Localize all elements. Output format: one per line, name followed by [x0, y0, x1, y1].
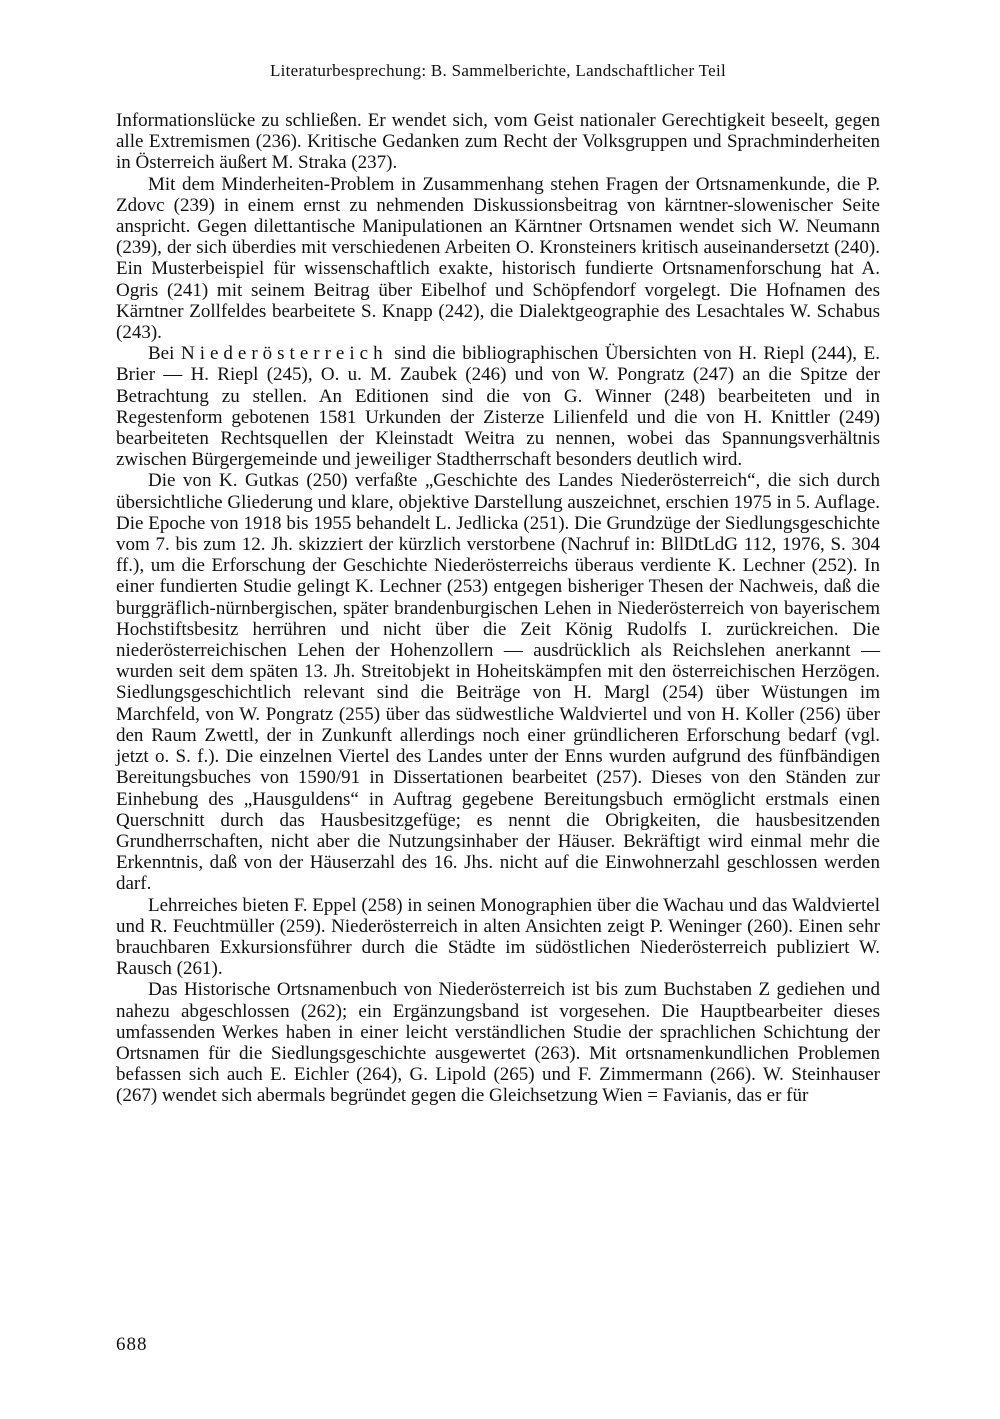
page-number: 688	[116, 1334, 148, 1355]
paragraph-5: Lehrreiches bieten F. Eppel (258) in seinen Monographien über die Wachau und das Waldviertel und R. Feuchtmüller (259). Niederösterreich in alten Ansichten zeigt P. Weninger (260). Einen sehr brauchbaren Exkursionsführer durch die Städte im südöstlichen Niederösterreich publiziert W. Rausch (261).	[116, 894, 880, 980]
paragraph-3	[116, 343, 880, 470]
running-head: Literaturbesprechung: B. Sammelberichte, Landschaftlicher Teil	[269, 61, 727, 80]
paragraph-6: Das Historische Ortsnamenbuch von Niederösterreich ist bis zum Buchstaben Z gediehen und nahezu abgeschlossen (262); ein Ergänzungsband ist vorgesehen. Die Hauptbearbeiter dieses umfassenden Werkes haben in einer leicht verständlichen Studie der sprachlichen Schichtung der Ortsnamen für die Siedlungsgeschichte ausgewertet (263). Mit ortsnamenkundlichen Problemen befassen sich auch E. Eichler (264), G. Lipold (265) und F. Zimmermann (266). W. Steinhauser (267) wendet sich abermals begründet gegen die Gleichsetzung Wien = Favianis, das er für	[116, 979, 880, 1107]
paragraph-3-text: sind die bibliographischen Übersichten von H. Riepl (244), E. Brier — H. Riepl (245), O. u. M. Zaubek (246) und von W. Pongratz (247) an die Spitze der Betrachtung zu stellen. An Editionen sind die von G. Winner (248) bearbeiteten und in Regestenform gebotenen 1581 Urkunden der Zisterze Lilienfeld und die von H. Knittler (249) bearbeiteten Rechtsquellen der Kleinstadt Weitra zu nennen, wobei das Spannungsverhältnis zwischen Bürgergemeinde und jeweiliger Stadtherrschaft besonders deutlich wird.	[116, 343, 880, 471]
paragraph-2: Mit dem Minderheiten-Problem in Zusammenhang stehen Fragen der Ortsnamenkunde, die P. Zdovc (239) in einem ernst zu nehmenden Diskussionsbeitrag von kärntner-slowenischer Seite anspricht. Gegen dilettantische Manipulationen an Kärntner Ortsnamen wendet sich W. Neumann (239), der sich überdies mit verschiedenen Arbeiten O. Kronsteiners kritisch auseinandersetzt (240). Ein Musterbeispiel für wissenschaftlich exakte, historisch fundierte Ortsnamenforschung hat A. Ogris (241) mit seinem Beitrag über Eibelhof und Schöpfendorf vorgelegt. Die Hofnamen des Kärntner Zollfeldes bearbeitete S. Knapp (242), die Dialektgeographie des Lesachtales W. Schabus (243).	[116, 173, 880, 344]
main-text	[116, 110, 880, 1107]
paragraph-4: Die von K. Gutkas (250) verfaßte „Geschichte des Landes Niederösterreich“, die sich durch übersichtliche Gliederung und klare, objektive Darstellung auszeichnet, erschien 1975 in 5. Auflage. Die Epoche von 1918 bis 1955 behandelt L. Jedlicka (251). Die Grundzüge der Siedlungsgeschichte vom 7. bis zum 12. Jh. skizziert der kürzlich verstorbene (Nachruf in: BllDtLdG 112, 1976, S. 304 ff.), um die Erforschung der Geschichte Niederösterreichs überaus verdiente K. Lechner (252). In einer fundierten Studie gelingt K. Lechner (253) entgegen bisheriger Thesen der Nachweis, daß die burggräflich-nürnbergischen, später brandenburgischen Lehen in Niederösterreich von bayerischem Hochstiftsbesitz herrühren und nicht über die Zeit König Rudolfs I. zurückreichen. Die niederösterreichischen Lehen der Hohenzollern — ausdrücklich als Reichslehen anerkannt — wurden seit dem späten 13. Jh. Streitobjekt in Hoheitskämpfen mit den österreichischen Herzögen. Siedlungsgeschichtlich relevant sind die Beiträge von H. Margl (254) über Wüstungen im Marchfeld, von W. Pongratz (255) über das südwestliche Waldviertel und von H. Koller (256) über den Raum Zwettl, der in Zunkunft allerdings noch einer gründlicheren Erforschung bedarf (vgl. jetzt o. S. f.). Die einzelnen Viertel des Landes unter der Enns wurden aufgrund des fünfbändigen Bereitungsbuches von 1590/91 in Dissertationen bearbeitet (257). Dieses von den Ständen zur Einhebung des „Hausguldens“ in Auftrag gegebene Bereitungsbuch ermöglicht erstmals einen Querschnitt durch das Hausbesitzgefüge; es nennt die Obrigkeiten, die hausbesitzenden Grundherrschaften, nicht aber die Nutzungsinhaber der Häuser. Bekräftigt wird einmal mehr die Erkenntnis, daß von der Häuserzahl des 16. Jhs. nicht auf die Einwohnerzahl geschlossen werden darf.	[116, 470, 880, 895]
page-body	[116, 58, 880, 1107]
spaced-term-niederoesterreich: Niederösterreich	[180, 343, 388, 365]
paragraph-1: Informationslücke zu schließen. Er wendet sich, vom Geist nationaler Gerechtigkeit beseelt, gegen alle Extremismen (236). Kritische Gedanken zum Recht der Volksgruppen und Sprachminderheiten in Österreich äußert M. Straka (237).	[116, 110, 880, 174]
paragraph-3-lead: Bei	[148, 343, 181, 365]
